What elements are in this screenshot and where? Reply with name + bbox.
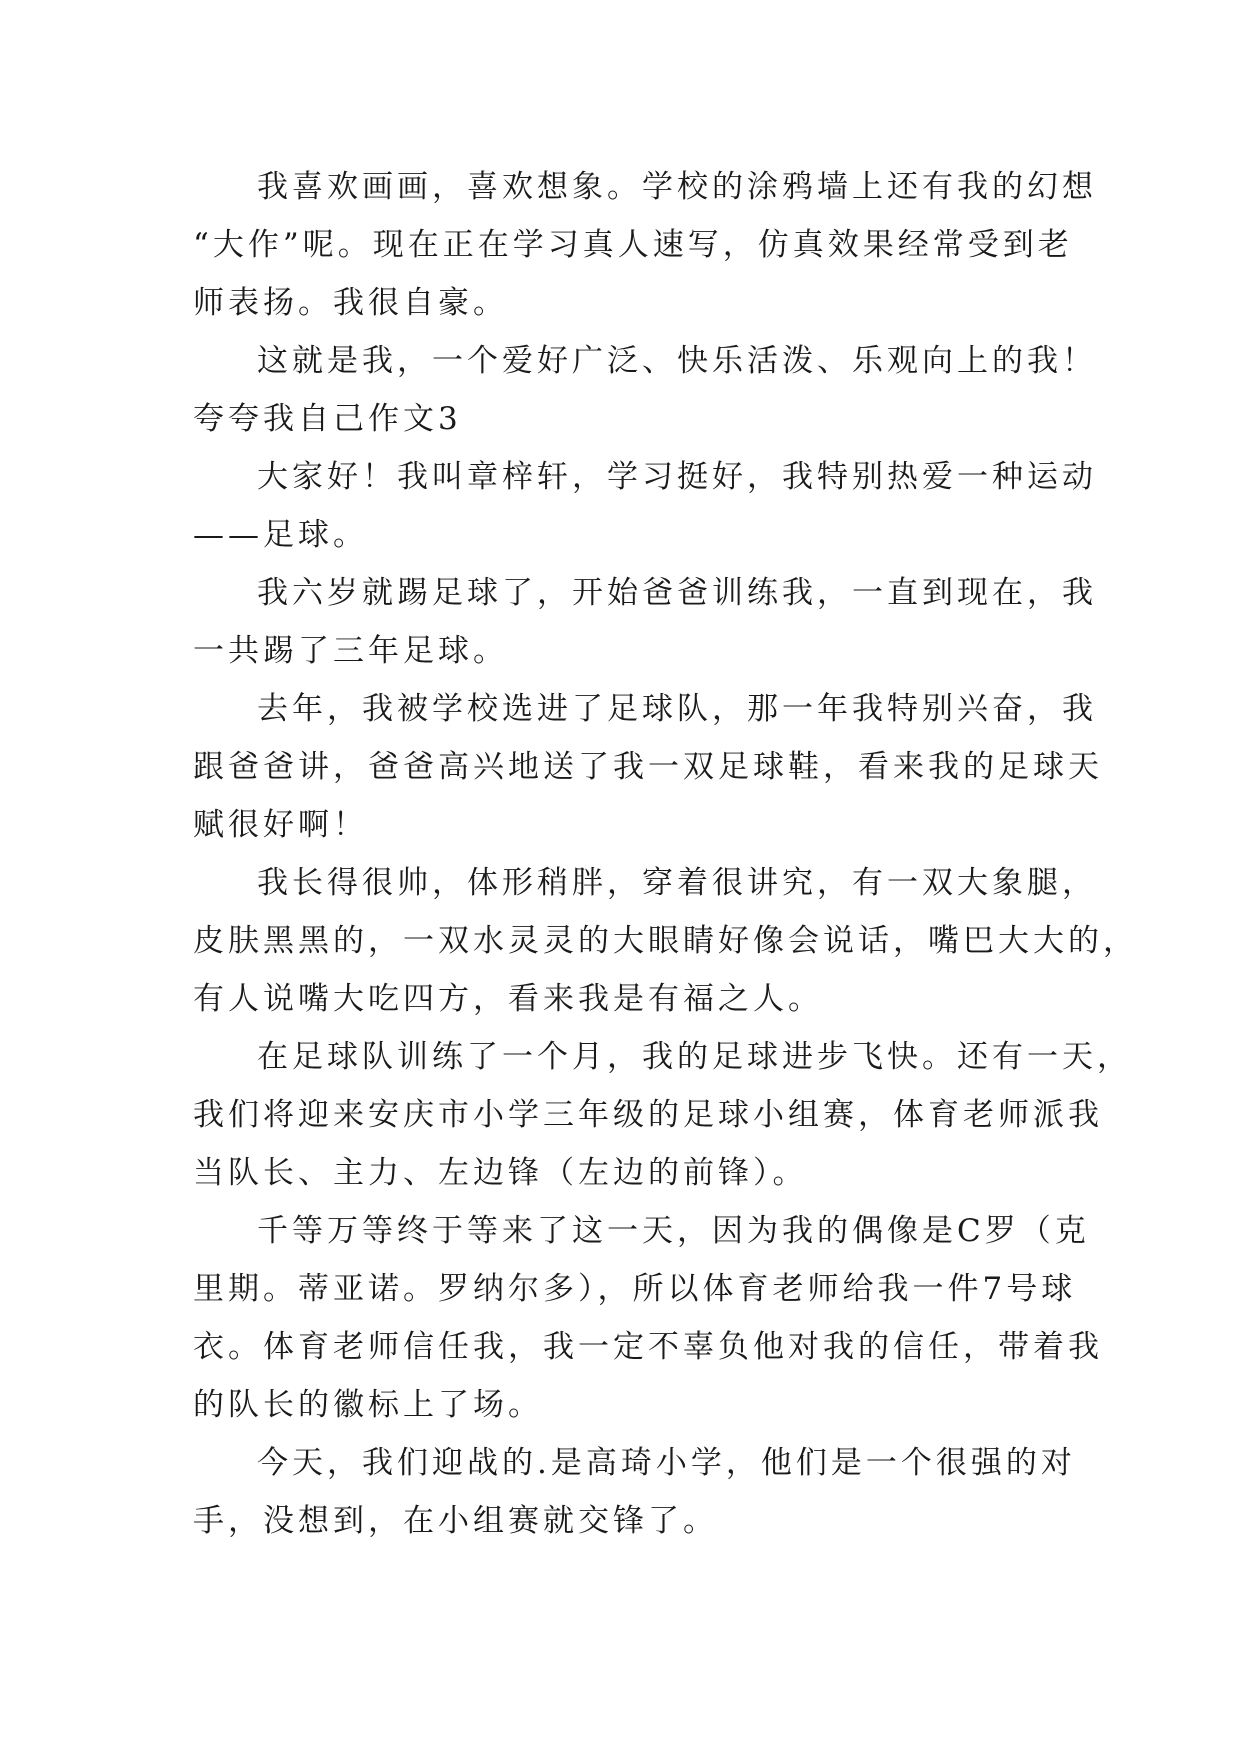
text-line: 有人说嘴大吃四方，看来我是有福之人。 xyxy=(193,981,823,1017)
text-line: 一共踢了三年足球。 xyxy=(193,633,508,669)
text-line: “大作”呢。现在正在学习真人速写，仿真效果经常受到老 xyxy=(193,227,1073,263)
text-line: 去年，我被学校选进了足球队，那一年我特别兴奋，我 xyxy=(257,691,1097,727)
text-line: 大家好！我叫章梓轩，学习挺好，我特别热爱一种运动 xyxy=(257,459,1097,495)
text-line: 里期。蒂亚诺。罗纳尔多），所以体育老师给我一件7号球 xyxy=(193,1271,1077,1307)
text-line: 赋很好啊！ xyxy=(193,807,368,843)
text-line: ——足球。 xyxy=(193,517,368,553)
text-line: 这就是我，一个爱好广泛、快乐活泼、乐观向上的我！ xyxy=(257,343,1097,379)
essay-body xyxy=(193,158,1138,1550)
text-line: 当队长、主力、左边锋（左边的前锋）。 xyxy=(193,1155,808,1191)
text-line: 我们将迎来安庆市小学三年级的足球小组赛，体育老师派我 xyxy=(193,1097,1103,1133)
text-line: 的队长的徽标上了场。 xyxy=(193,1387,543,1423)
text-line: 在足球队训练了一个月，我的足球进步飞快。还有一天， xyxy=(257,1039,1132,1075)
text-line: 师表扬。我很自豪。 xyxy=(193,285,508,321)
text-line: 衣。体育老师信任我，我一定不辜负他对我的信任，带着我 xyxy=(193,1329,1103,1365)
text-line: 皮肤黑黑的，一双水灵灵的大眼睛好像会说话，嘴巴大大的， xyxy=(193,923,1138,959)
text-line: 今天，我们迎战的.是高琦小学，他们是一个很强的对 xyxy=(257,1445,1076,1481)
text-line: 跟爸爸讲，爸爸高兴地送了我一双足球鞋，看来我的足球天 xyxy=(193,749,1103,785)
text-line: 我喜欢画画，喜欢想象。学校的涂鸦墙上还有我的幻想 xyxy=(257,169,1097,205)
section-heading: 夸夸我自己作文3 xyxy=(193,401,462,437)
text-line: 千等万等终于等来了这一天，因为我的偶像是C罗（克 xyxy=(257,1213,1090,1249)
text-line: 手，没想到，在小组赛就交锋了。 xyxy=(193,1503,718,1539)
text-line: 我六岁就踢足球了，开始爸爸训练我，一直到现在，我 xyxy=(257,575,1097,611)
text-line: 我长得很帅，体形稍胖，穿着很讲究，有一双大象腿， xyxy=(257,865,1097,901)
